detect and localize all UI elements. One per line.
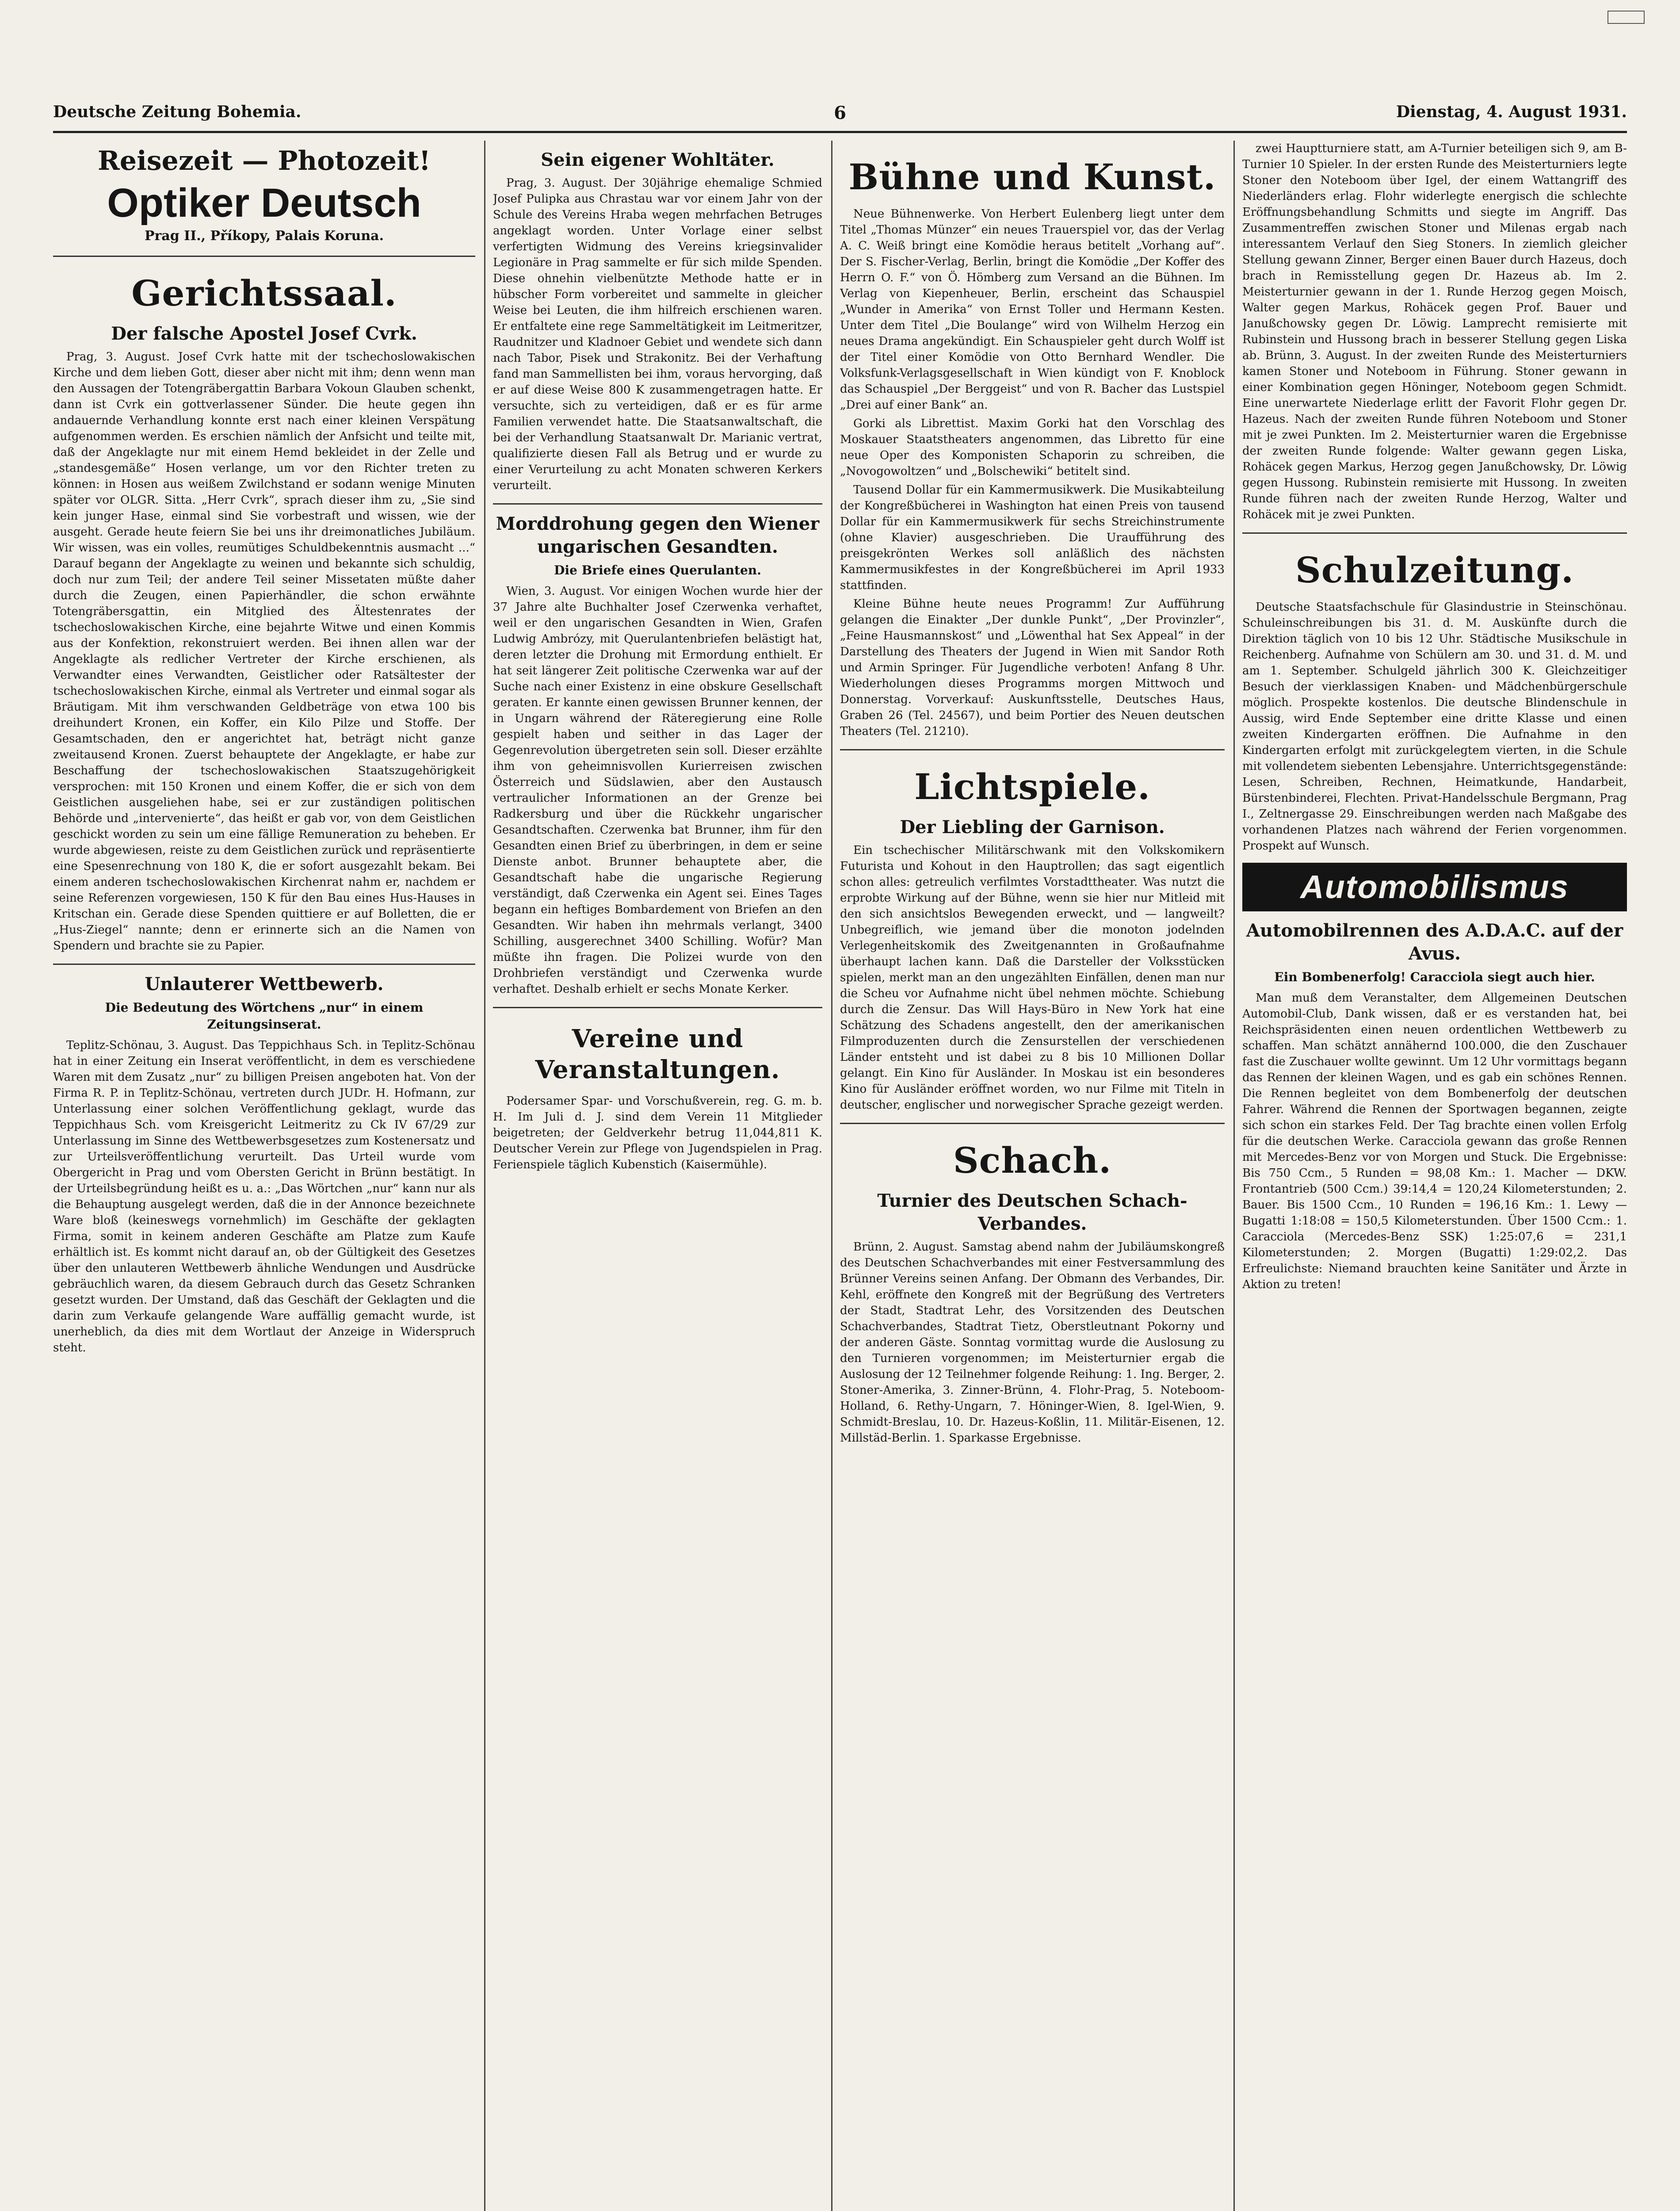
header-page-number: 6	[834, 103, 846, 123]
page-corner-mark	[1607, 11, 1645, 24]
article-divider	[493, 503, 822, 505]
article-body: Kleine Bühne heute neues Programm! Zur Aufführung gelangen die Einakter „Der dunkle Punkt“, „Der Provinzler“, „Feine Hausmannskost“ und „Löwenthal hat Sex Appeal“ in der Darstellung des Theaters der Jugend in Wien mit Sandor Roth und Armin Springer. Für Jugendliche verboten! Anfang 8 Uhr. Wiederholungen dieses Programms morgen Mittwoch und Donnerstag. Vorverkauf: Auskunftsstelle, Deutsches Haus, Graben 26 (Tel. 24567), und beim Portier des Neuen deutschen Theaters (Tel. 21210).	[840, 597, 1225, 738]
running-header	[53, 103, 1627, 129]
ad-headline: Reisezeit — Photozeit!	[98, 145, 431, 176]
ad-address: Prag II., Příkopy, Palais Koruna.	[144, 228, 384, 244]
article-body: Tausend Dollar für ein Kammermusikwerk. Die Musikabteilung der Kongreßbücherei in Washington hat einen Preis von tausend Dollar für ein Kammermusikwerk für sechs Streichinstrumente (ohne Klavier) ausgeschrieben. Die Uraufführung des preisgekrönten Werkes soll anläßlich des nächsten Kammermusikfestes in der Kongreßbücherei im April 1933 stattfinden.	[840, 483, 1225, 592]
column-divider	[484, 141, 485, 2211]
section-heading-schulzeitung: Schulzeitung.	[1295, 549, 1574, 591]
optiker-advertisement	[53, 141, 475, 257]
article-title: Der Liebling der Garnison.	[900, 817, 1165, 838]
article-title: Morddrohung gegen den Wiener ungarischen Gesandten.	[496, 513, 820, 557]
article-title: Unlauterer Wettbewerb.	[145, 974, 384, 995]
article-body: Gorki als Librettist. Maxim Gorki hat den Vorschlag des Moskauer Staatstheaters angenommen, das Libretto für eine neue Oper des Komponisten Schaporin zu schreiben, die „Novogowoltzen“ und „Bolschewiki“ betitelt sind.	[840, 417, 1225, 478]
article-body: Ein tschechischer Militärschwank mit den Volkskomikern Futurista und Kohout in den Hauptrollen; das sagt eigentlich schon alles: getreulich verfilmtes Vorstadttheater. Was nutzt die erprobte Wirkung auf der Bühne, wenn sie hier nur Mitleid mit den sich ansichtslos Bewegenden erweckt, und — langweilt? Unbegreiflich, wie jemand über die monoton jodelnden Verlegenheitskomik des Zweitgenannten in Großaufnahme überhaupt lachen kann. Daß die Darsteller der Volksstücken spielen, merkt man an den ungezählten Einfällen, denen man nur die Scheu vor Aufnahme nicht übel nehmen möchte. Schiebung durch die Zensur. Das Will Hays-Büro in New York hat eine Schätzung des Schadens angestellt, den der amerikanischen Filmproduzenten durch die Zensurstellen der verschiedenen Länder entsteht und ist dabei zu 8 bis 10 Millionen Dollar gelangt. Ein Kino für Ausländer. In Moskau ist ein besonderes Kino für Ausländer eröffnet worden, wo nur Filme mit Titeln in deutscher, englischer und norwegischer Sprache gezeigt werden.	[840, 844, 1225, 1112]
section-heading-lichtspiele: Lichtspiele.	[914, 766, 1150, 807]
article-divider	[1242, 532, 1627, 534]
article-title: Der falsche Apostel Josef Cvrk.	[111, 323, 417, 344]
article-title: Sein eigener Wohltäter.	[541, 149, 775, 170]
article-divider	[53, 964, 475, 965]
section-heading-automobilismus: Automobilismus	[1242, 863, 1627, 911]
article-subtitle: Die Briefe eines Querulanten.	[554, 563, 761, 578]
column-2	[493, 141, 822, 2211]
article-body: Teplitz-Schönau, 3. August. Das Teppichhaus Sch. in Teplitz-Schönau hat in einer Zeitung ein Inserat veröffentlicht, in dem es verschiedene Waren mit dem Zusatz „nur“ zu billigen Preisen angeboten hat. Von der Firma R. P. in Teplitz-Schönau, vertreten durch JUDr. H. Hofmann, zur Unterlassung einer solchen Veröffentlichung geklagt, wurde das Teppichhaus Sch. vom Kreisgericht Leitmeritz zu Ck IV 67/29 zur Unterlassung im Sinne des Wettbewerbsgesetzes zum Kostenersatz und zur Urteilsveröffentlichung verurteilt. Das Urteil wurde vom Obergericht in Prag und vom Obersten Gericht in Brünn bestätigt. In der Urteilsbegründung heißt es u. a.: „Das Wörtchen „nur“ kann nur als die Behauptung ausgelegt werden, daß die in der Annonce bezeichnete Ware bloß (keineswegs vornehmlich) im Geschäfte der geklagten Firma, somit in keinem anderen Geschäfte am Platze zum Kaufe erhältlich ist. Es kommt nicht darauf an, ob der Gültigkeit des Gesetzes über den unlauteren Wettbewerb ähnliche Wendungen und Ausdrücke gebräuchlich waren, da diesem Gebrauch durch das Gesetz Schranken gesetzt wurden. Der Umstand, daß das Geschäft der Geklagten und die darin zum Verkaufe gelangende Ware auffällig gemacht wurde, ist unerheblich, da dies mit dem Wortlaut der Anzeige in Widerspruch steht.	[53, 1039, 475, 1354]
article-subtitle: Die Bedeutung des Wörtchens „nur“ in einem Zeitungsinserat.	[105, 1000, 424, 1032]
column-divider	[831, 141, 832, 2211]
article-body: zwei Hauptturniere statt, am A-Turnier beteiligen sich 9, am B-Turnier 10 Spieler. In der ersten Runde des Meisterturniers legte Stoner den Noteboom über Igel, der einem Wattangriff des Niederländers erlag. Flohr widerlegte energisch die schlechte Eröffnungsbehandlung Schmitts und siegte im Angriff. Das Zusammentreffen zwischen Stoner und Milenas ergab nach interessantem Verlauf den Sieg Stoners. In ziemlich gleicher Stellung gewann Zinner, Berger einen Bauer durch Hazeus, doch brach in Remisstellung gegen Dr. Hazeus ab. Im 2. Meisterturnier gewann in der 1. Runde Herzog gegen Moisch, Walter gegen Markus, Rohäcek gegen Prof. Bauer und Janußchowsky gegen Dr. Löwig. Lamprecht remisierte mit Rubinstein und Hussong brach in besserer Stellung gegen Liska ab. Brünn, 3. August. In der zweiten Runde des Meisterturniers kamen Stoner und Noteboom in Führung. Stoner gewann in einer Kombination gegen Höninger, Noteboom gegen Schmidt. Eine unerwartete Niederlage erlitt der Favorit Flohr gegen Dr. Hazeus. Nach der zweiten Runde führen Noteboom und Stoner mit je zwei Punkten. Im 2. Meisterturnier waren die Ergebnisse der zweiten Runde folgende: Walter gewann gegen Liska, Rohäcek gegen Markus, Herzog gegen Janußchowsky, Dr. Löwig gegen Hussong. Rubinstein remisierte mit Hussong. In zweiten Runde führen nach der zweiten Runde Herzog, Walter und Rohäcek mit je zwei Punkten.	[1242, 142, 1627, 521]
article-body: Brünn, 2. August. Samstag abend nahm der Jubiläumskongreß des Deutschen Schachverbandes mit einer Festversammlung des Brünner Vereins seinen Anfang. Der Obmann des Verbandes, Dir. Kehl, eröffnete den Kongreß mit der Begrüßung des Vertreters der Stadt, Stadtrat Lehr, des Vorsitzenden des Deutschen Schachverbandes, Stadtrat Tietz, Oberstleutnant Pokorny und der anderen Gäste. Sonntag vormittag wurde die Auslosung zu den Turnieren vorgenommen; im Meisterturnier ergab die Auslosung der 12 Teilnehmer folgende Reihung: 1. Ing. Berger, 2. Stoner-Amerika, 3. Zinner-Brünn, 4. Flohr-Prag, 5. Noteboom-Holland, 6. Rethy-Ungarn, 7. Höninger-Wien, 8. Igel-Wien, 9. Schmidt-Breslau, 10. Dr. Hazeus-Koßlin, 11. Militär-Eisenen, 12. Millstäd-Berlin. 1. Sparkasse Ergebnisse.	[840, 1240, 1225, 1445]
article-divider	[493, 1007, 822, 1008]
section-heading-vereine: Vereine und Veranstaltungen.	[535, 1024, 780, 1084]
article-body: Prag, 3. August. Josef Cvrk hatte mit der tschechoslowakischen Kirche und dem lieben Gott, dieser aber nicht mit ihm; denn wenn man den Aussagen der Totengräbergattin Barbara Vokoun Glauben schenkt, dann ist Cvrk ein gottverlassener Sünder. Die heute gegen ihn andauernde Verhandlung konnte erst nach einer kleinen Verspätung aufgenommen werden. Es erschien nämlich der Anfsicht und teilte mit, daß der Angeklagte nur mit einem Hemd bekleidet in der Zelle und „standesgemäße“ Hosen verlange, um vor den Richter treten zu können: in Hosen aus weißem Zwilchstand er sodann wenige Minuten später vor OLGR. Sitta. „Herr Cvrk“, sprach dieser ihm zu, „Sie sind kein junger Hase, einmal sind Sie vorbestraft und wissen, wie der ausgeht. Gerade heute feiern Sie bei uns ihr dreimonatliches Jubiläum. Wir wissen, was ein volles, reumütiges Schuldbekenntnis ausmacht ...“ Darauf begann der Angeklagte zu weinen und bekannte sich schuldig, doch nur zum Teil; der andere Teil seiner Missetaten müßte daher durch die Zeugen, einen Papierhändler, die schon erwähnte Totengräbersgattin, ein Mitglied des Ältestenrates der tschechoslowakischen Kirche, eine bejahrte Witwe und einen Kommis aus der Konfektion, rekonstruiert werden. Bei ihnen allen war der Angeklagte als redlicher Vertreter der Kirche erschienen, als Verwandter eines Verwandten, Geistlicher oder Ratsältester der tschechoslowakischen Kirche, einmal als Vertreter und einmal sogar als Bräutigam. Mit ihm verschwanden Geldbeträge von etwa 100 bis dreihundert Kronen, ein Koffer, ein Kilo Pilze und Stoffe. Der Gesamtschaden, den er angerichtet hat, beträgt nicht ganze zweitausend Kronen. Zuerst behauptete der Angeklagte, er habe zur Beschaffung der tschechoslowakischen Staatszugehörigkeit versprochen: mit 150 Kronen und einem Koffer, die er sich von dem Geistlichen ausgeliehen habe, sei er zur zuständigen politischen Behörde und „intervenierte“, das heißt er gab vor, von dem Geistlichen geschickt worden zu sein um eine fällige Remuneration zu beheben. Er wurde abgewiesen, reiste zu dem Geistlichen zurück und repräsentierte eine Spesenrechnung von 180 K, die er sofort ausgezahlt bekam. Bei einem anderen tschechoslowakischen Kirchenrat nahm er, nachdem er seine Referenzen vorgewiesen, 150 K für den Bau eines Hus-Hauses in Kritschan ein. Gerade diese Spenden quittiere er auf Bolletten, die er „Hus-Ziegel“ nannte; denn er erinnerte sich an die Namen von Spendern und brachte sie zu Papier.	[53, 350, 475, 952]
column-4	[1242, 141, 1627, 2211]
ad-company: Optiker Deutsch	[107, 180, 421, 226]
article-subtitle: Ein Bombenerfolg! Caracciola siegt auch hier.	[1274, 970, 1595, 984]
section-heading-schach: Schach.	[953, 1140, 1112, 1181]
article-divider	[840, 749, 1225, 750]
article-body: Prag, 3. August. Der 30jährige ehemalige Schmied Josef Pulipka aus Chrastau war vor einem Jahr von der Schule des Vereins Hraba wegen mehrfachen Betruges angeklagt worden. Unter Vorlage einer selbst verfertigten Widmung des Vereins kriegsinvalider Legionäre in Prag sammelte er für sich milde Spenden. Diese ohnehin vielbenützte Methode hatte er in hübscher Form vorbereitet und sammelte in gleicher Weise bei Leuten, die ihm hilfreich erschienen waren. Er entfaltete eine rege Sammeltätigkeit im Leitmeritzer, Raudnitzer und Kladnoer Gebiet und wendete sich dann nach Tabor, Pisek und Strakonitz. Bei der Verhaftung fand man Sammellisten bei ihm, voraus hervorging, daß er auf diese Weise 800 K zusammengetragen hatte. Er versuchte, sich zu verteidigen, daß er es für arme Familien verwendet hatte. Die Staatsanwaltschaft, die bei der Verhandlung Staatsanwalt Dr. Marianic vertrat, qualifizierte diesen Fall als Betrug und er wurde zu einer Verurteilung zu acht Monaten schweren Kerkers verurteilt.	[493, 176, 822, 492]
header-rule	[53, 131, 1627, 133]
article-body: Podersamer Spar- und Vorschußverein, reg. G. m. b. H. Im Juli d. J. sind dem Verein 11 Mitglieder beigetreten; der Geldverkehr betrug 11,044,811 K. Deutscher Verein zur Pflege von Jugendspielen in Prag. Ferienspiele täglich Kubenstich (Kaisermühle).	[493, 1094, 822, 1171]
article-title: Turnier des Deutschen Schach-Verbandes.	[877, 1190, 1187, 1234]
article-title: Automobilrennen des A.D.A.C. auf der Avus.	[1246, 920, 1623, 964]
column-divider	[1233, 141, 1235, 2211]
article-body: Deutsche Staatsfachschule für Glasindustrie in Steinschönau. Schuleinschreibungen bis 31. d. M. Auskünfte durch die Direktion täglich von 10 bis 12 Uhr. Städtische Musikschule in Reichenberg. Aufnahme von Schülern am 30. und 31. d. M. und am 1. September. Schulgeld jährlich 300 K. Gleichzeitiger Besuch der vierklassigen Knaben- und Mädchenbürgerschule möglich. Prospekte kostenlos. Die deutsche Blindenschule in Aussig, wird Ende September eine dritte Klasse und einen zweiten Kindergarten eröffnen. Die Aufnahme in den Kindergarten erfolgt mit zurückgelegtem vierten, in die Schule mit vollendetem siebenten Lebensjahre. Unterrichtsgegenstände: Lesen, Schreiben, Rechnen, Heimatkunde, Handarbeit, Bürstenbinderei, Flechten. Privat-Handelsschule Bergmann, Prag I., Zeltnergasse 29. Einschreibungen werden nach Maßgabe des vorhandenen Platzes nach während der Ferien vorgenommen. Prospekt auf Wunsch.	[1242, 601, 1627, 853]
column-3	[840, 141, 1225, 2211]
article-body: Neue Bühnenwerke. Von Herbert Eulenberg liegt unter dem Titel „Thomas Münzer“ ein neues Trauerspiel vor, das der Verlag A. C. Weiß bringt eine Komödie heraus betitelt „Vorhang auf“. Der S. Fischer-Verlag, Berlin, bringt die Komödie „Der Koffer des Herrn O. F.“ von Ö. Hömberg zum Versand an die Bühnen. Im Verlag von Kiepenheuer, Berlin, erscheint das Schauspiel „Wunder in Amerika“ von Ernst Toller und Hermann Kesten. Unter dem Titel „Die Boulange“ wird von Wilhelm Herzog ein neues Drama angekündigt. Ein Schauspieler geht durch Wolff ist der Titel einer Komödie von Otto Bernhard Wendler. Die Volksfunk-Verlagsgesellschaft in Wien kündigt von F. Knoblock das Schauspiel „Der Berggeist“ und von R. Bacher das Lustspiel „Drei auf einer Bank“ an.	[840, 207, 1225, 412]
header-date: Dienstag, 4. August 1931.	[1396, 103, 1627, 121]
section-heading-buehne: Bühne und Kunst.	[848, 156, 1216, 198]
header-paper-name: Deutsche Zeitung Bohemia.	[53, 103, 302, 121]
article-divider	[840, 1123, 1225, 1124]
article-body: Man muß dem Veranstalter, dem Allgemeinen Deutschen Automobil-Club, Dank wissen, daß er es verstanden hat, bei Reichspräsidenten einen neuen ordentlichen Wettbewerb zu schaffen. Man schätzt annähernd 100.000, die den Zuschauer fast die Zuschauer wollte gewinnt. Um 12 Uhr vormittags begann das Rennen der kleinen Wagen, und es gab ein schönes Rennen. Die Rennen begleitet von dem Bombenerfolg der deutschen Fahrer. Während die Rennen der Sportwagen begannen, zeigte sich schon ein starkes Feld. Der Tag brachte einen vollen Erfolg für die deutschen Werke. Caracciola gewann das große Rennen mit Mercedes-Benz vor von Morgen und Stuck. Die Ergebnisse: Bis 750 Ccm., 5 Runden = 98,08 Km.: 1. Macher — DKW. Frontantrieb (500 Ccm.) 39:14,4 = 120,24 Kilometerstunden; 2. Bauer. Bis 1500 Ccm., 10 Runden = 196,16 Km.: 1. Lewy — Bugatti 1:18:08 = 150,5 Kilometerstunden. Über 1500 Ccm.: 1. Caracciola (Mercedes-Benz SSK) 1:25:07,6 = 231,1 Kilometerstunden; 2. Morgen (Bugatti) 1:29:02,2. Das Erfreulichste: Niemand brauchten keine Sanitäter und Ärzte in Aktion zu treten!	[1242, 991, 1627, 1291]
article-body: Wien, 3. August. Vor einigen Wochen wurde hier der 37 Jahre alte Buchhalter Josef Czerwenka verhaftet, weil er den ungarischen Gesandten in Wien, Grafen Ludwig Ambrózy, mit Querulantenbriefen belästigt hat, deren letzter die Drohung mit Ermordung enthielt. Er hat seit längerer Zeit politische Czerwenka war auf der Suche nach einer Existenz in eine obskure Gesellschaft geraten. Er kannte einen gewissen Brunner kennen, der in Ungarn während der Räteregierung eine Rolle gespielt haben und seither in das Lager der Gegenrevolution übergetreten sein soll. Dieser erzählte ihm von geheimnisvollen Kurierreisen zwischen Österreich und Südslawien, aber den Austausch vertraulicher Informationen an der Grenze bei Radkersburg und über die Rückkehr ungarischer Gesandtschaften. Czerwenka bat Brunner, ihm für den Gesandten einen Brief zu überbringen, in dem er seine Dienste anbot. Brunner behauptete aber, die Gesandtschaft habe die ungarische Regierung verständigt, daß Czerwenka ein Agent sei. Eines Tages begann ein heftiges Bombardement von Briefen an den Gesandten. Wir haben ihn mehrmals verlangt, 3400 Schilling, ausgerechnet 3400 Schilling. Wofür? Man müßte ihn fragen. Die Polizei wurde von den Drohbriefen verständigt und Czerwenka wurde verhaftet. Deshalb erhielt er sechs Monate Kerker.	[493, 585, 822, 996]
column-1	[53, 141, 475, 2211]
section-heading-gerichtssaal: Gerichtssaal.	[131, 272, 397, 314]
